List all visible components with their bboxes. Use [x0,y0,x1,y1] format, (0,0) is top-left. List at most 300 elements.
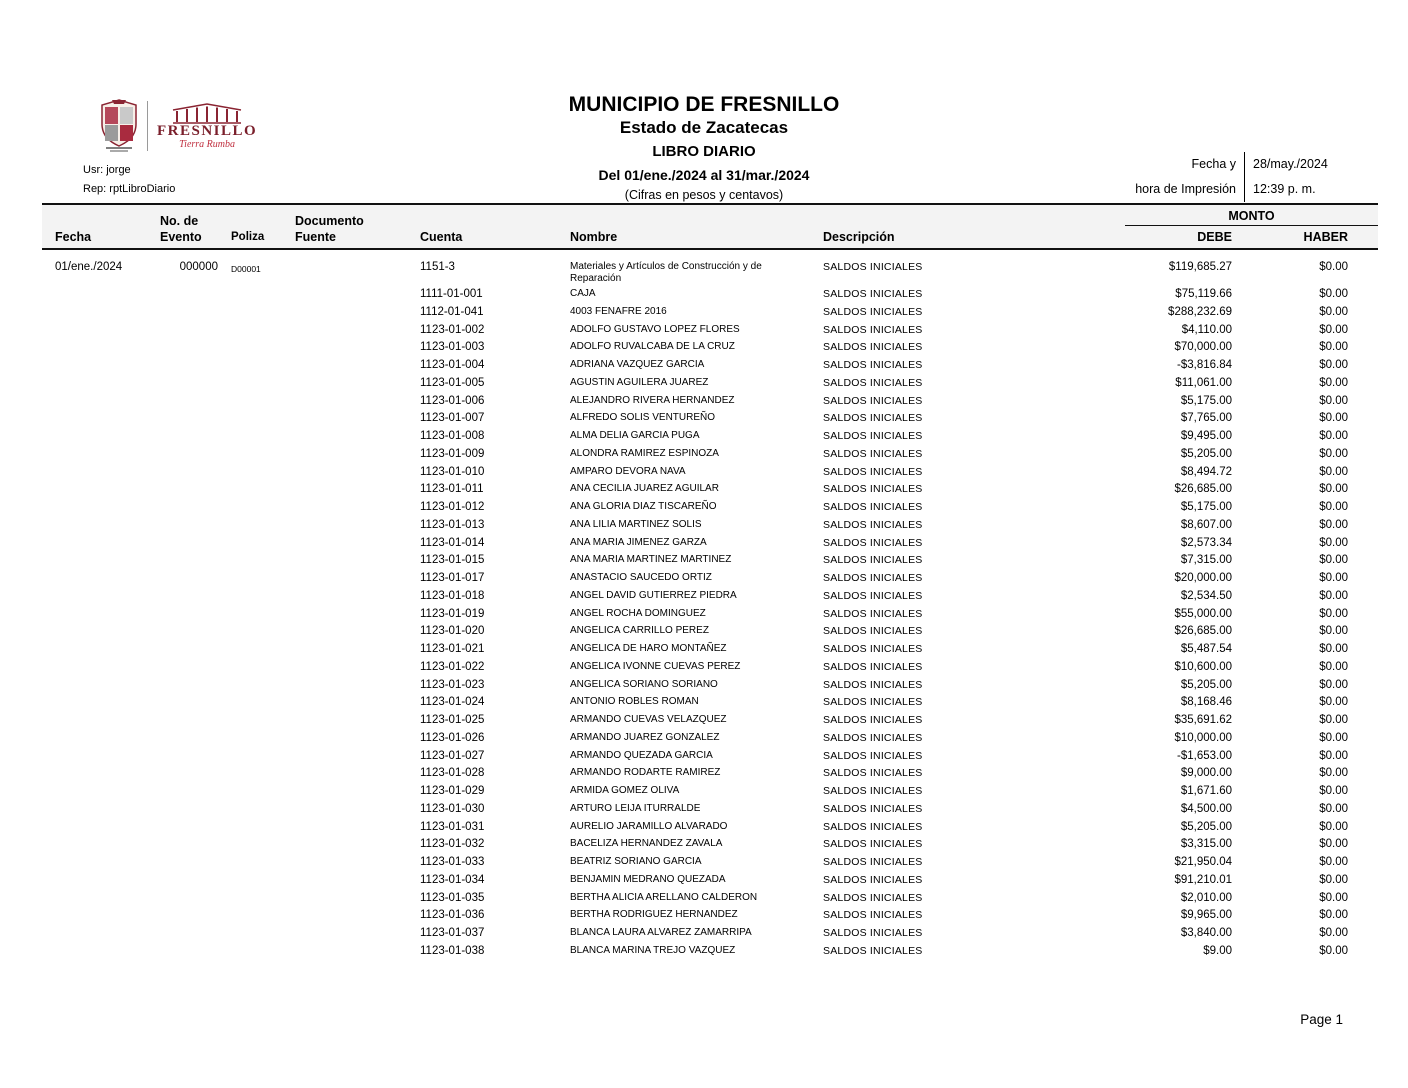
cell-debe: $21,950.04 [1174,856,1232,868]
cell-documento [290,534,415,537]
cell-debe: $9,495.00 [1180,430,1232,442]
cell-evento [155,747,225,750]
cell-descripcion: SALDOS INICIALES [823,465,923,478]
cell-documento [290,729,415,732]
cell-documento [290,409,415,412]
table-row [42,676,1378,694]
table-row [42,835,1378,853]
cell-poliza [225,942,290,947]
cell-descripcion: SALDOS INICIALES [823,714,923,726]
table-row [42,818,1378,836]
cell-evento: 000000 [179,261,218,273]
print-time-label: hora de Impresión [1135,182,1236,196]
cell-haber: $0.00 [1319,891,1348,904]
table-row [42,782,1378,800]
col-header-nombre: Nombre [570,230,618,244]
cell-debe: $8,494.72 [1180,465,1232,478]
cell-poliza [225,835,290,840]
cell-nombre: ANA MARIA MARTINEZ MARTINEZ [570,554,732,566]
table-row [42,409,1378,427]
cell-descripcion: SALDOS INICIALES [823,785,923,797]
cell-descripcion: SALDOS INICIALES [823,501,923,513]
cell-haber: $0.00 [1319,944,1348,957]
cell-fecha [42,924,155,927]
cell-debe: $4,110.00 [1181,323,1232,336]
cell-cuenta: 1123-01-020 [420,625,485,638]
col-header-debe: DEBE [1197,230,1232,244]
cell-debe: $288,232.69 [1168,305,1232,318]
cell-descripcion: SALDOS INICIALES [823,820,923,833]
cell-cuenta: 1123-01-002 [420,323,485,336]
table-row [42,392,1378,410]
fresnillo-logo [98,96,257,156]
state-subtitle: Estado de Zacatecas [619,118,789,137]
cell-nombre: Materiales y Artículos de Construcción y de Reparación [570,261,762,284]
cell-fecha [42,427,155,430]
cell-poliza [225,764,290,769]
cell-debe: $3,315.00 [1180,838,1232,851]
cell-debe: $5,175.00 [1180,501,1232,513]
user-label: Usr: jorge [83,164,131,176]
table-row [42,498,1378,516]
cell-nombre: ANGELICA SORIANO SORIANO [570,678,718,690]
cell-cuenta: 1123-01-034 [420,873,485,886]
cell-documento [290,303,415,306]
cell-evento [155,871,225,874]
cell-cuenta: 1123-01-038 [420,944,485,957]
cell-debe: $11,061.00 [1175,376,1232,389]
cell-cuenta: 1123-01-003 [420,341,485,354]
table-row [42,534,1378,552]
cell-evento [155,711,225,714]
page-number: Page 1 [1300,1012,1343,1027]
cell-documento [290,427,415,430]
cell-documento [290,676,415,679]
cell-evento [155,640,225,643]
cell-debe: $55,000.00 [1174,607,1232,620]
cell-evento [155,445,225,448]
cell-nombre: BLANCA LAURA ALVAREZ ZAMARRIPA [570,927,752,938]
cell-nombre: ANA CECILIA JUAREZ AGUILAR [570,483,719,495]
col-header-evento [155,213,225,250]
cell-poliza [225,818,290,823]
cell-poliza [225,800,290,805]
cell-debe: $5,205.00 [1180,820,1232,833]
cell-cuenta: 1123-01-028 [420,767,485,780]
cell-documento [290,374,415,377]
table-row [42,942,1378,960]
cell-documento [290,605,415,608]
cell-descripcion: SALDOS INICIALES [823,261,923,273]
cell-evento [155,392,225,395]
cell-cuenta: 1123-01-023 [420,678,485,691]
cell-evento [155,551,225,554]
cell-haber: $0.00 [1319,927,1348,939]
cell-poliza [225,551,290,556]
cell-poliza [225,392,290,397]
table-row [42,285,1378,303]
cell-documento [290,622,415,625]
cell-evento [155,463,225,466]
cell-fecha [42,622,155,625]
cell-haber: $0.00 [1319,643,1348,655]
cell-debe: $119,685.27 [1168,261,1232,273]
cell-haber: $0.00 [1319,749,1348,762]
cell-documento [290,924,415,927]
cell-nombre: ARMANDO RODARTE RAMIREZ [570,767,721,779]
cell-cuenta: 1123-01-037 [420,927,485,939]
cell-haber: $0.00 [1319,465,1348,478]
cell-poliza [225,427,290,432]
cell-evento [155,782,225,785]
cell-evento [155,303,225,306]
report-title-block [354,93,1054,202]
table-row [42,516,1378,534]
cell-evento [155,658,225,661]
cell-evento [155,427,225,430]
ledger-table [42,203,1378,960]
cell-nombre: BACELIZA HERNANDEZ ZAVALA [570,838,723,850]
cell-debe: $9,000.00 [1180,767,1232,780]
cell-poliza [225,622,290,627]
cell-haber: $0.00 [1319,394,1348,407]
building-icon [171,102,243,124]
cell-nombre: ARMANDO CUEVAS VELAZQUEZ [570,714,727,725]
cell-nombre: ANA MARIA JIMENEZ GARZA [570,536,707,548]
cell-fecha [42,764,155,767]
cell-nombre: ANGEL DAVID GUTIERREZ PIEDRA [570,589,737,601]
col-header-descripcion: Descripción [823,230,895,244]
cell-descripcion: SALDOS INICIALES [823,572,923,584]
cell-poliza [225,534,290,539]
cell-descripcion: SALDOS INICIALES [823,749,923,762]
table-row [42,889,1378,907]
cell-nombre: ANA GLORIA DIAZ TISCAREÑO [570,501,717,512]
cell-poliza [225,569,290,574]
municipality-title: MUNICIPIO DE FRESNILLO [568,93,840,116]
cell-evento [155,818,225,821]
cell-documento [290,835,415,838]
cell-debe: $5,487.54 [1180,643,1232,655]
cell-haber: $0.00 [1319,341,1348,354]
cell-poliza [225,640,290,645]
cell-evento [155,622,225,625]
cell-nombre: ANGEL ROCHA DOMINGUEZ [570,607,706,619]
cell-poliza [225,782,290,787]
cell-evento [155,374,225,377]
cell-poliza [225,658,290,663]
cell-fecha [42,285,155,288]
cell-haber: $0.00 [1319,447,1348,460]
cell-poliza: D00001 [231,264,261,274]
cell-haber: $0.00 [1319,607,1348,620]
cell-poliza [225,747,290,752]
logo-wordmark: FRESNILLO [157,123,258,139]
cell-haber: $0.00 [1319,696,1348,709]
cell-nombre: ALFREDO SOLIS VENTUREÑO [570,412,716,424]
cell-haber: $0.00 [1319,572,1348,584]
cell-descripcion: SALDOS INICIALES [823,341,923,354]
cell-descripcion: SALDOS INICIALES [823,696,923,709]
cell-descripcion: SALDOS INICIALES [823,554,923,567]
cell-fecha [42,853,155,856]
cell-descripcion: SALDOS INICIALES [823,731,923,744]
cell-nombre: ANGELICA DE HARO MONTAÑEZ [570,643,727,654]
cell-debe: -$1,653.00 [1177,749,1232,762]
cell-cuenta: 1123-01-010 [420,465,485,478]
cell-cuenta: 1123-01-032 [420,838,485,851]
cell-fecha [42,800,155,803]
col-header-cuenta: Cuenta [420,230,463,244]
cell-nombre: ANGELICA IVONNE CUEVAS PEREZ [570,660,741,672]
cell-cuenta: 1123-01-015 [420,554,485,567]
cell-haber: $0.00 [1319,536,1348,549]
user-info [83,161,175,199]
cell-fecha [42,569,155,572]
cell-descripcion: SALDOS INICIALES [823,873,923,886]
table-row [42,729,1378,747]
cell-evento [155,605,225,608]
cell-documento [290,747,415,750]
cell-evento [155,800,225,803]
cell-descripcion: SALDOS INICIALES [823,359,923,371]
cell-debe: $5,175.00 [1180,394,1232,407]
cell-cuenta: 1123-01-013 [420,518,485,531]
cell-fecha [42,782,155,785]
cell-evento [155,676,225,679]
cell-haber: $0.00 [1319,288,1348,300]
cell-nombre: CAJA [570,288,596,299]
cell-documento [290,285,415,288]
cell-fecha [42,871,155,874]
cell-nombre: ANASTACIO SAUCEDO ORTIZ [570,572,712,583]
cell-haber: $0.00 [1319,802,1348,815]
cell-nombre: ARTURO LEIJA ITURRALDE [570,802,701,814]
cell-cuenta: 1123-01-017 [420,572,485,584]
cell-cuenta: 1123-01-029 [420,785,485,797]
cell-descripcion: SALDOS INICIALES [823,660,923,673]
cell-haber: $0.00 [1319,909,1348,922]
cell-haber: $0.00 [1319,305,1348,318]
cell-nombre: AURELIO JARAMILLO ALVARADO [570,820,728,832]
table-row [42,764,1378,782]
cell-haber: $0.00 [1319,589,1348,602]
cell-descripcion: SALDOS INICIALES [823,589,923,602]
table-row [42,906,1378,924]
cell-descripcion: SALDOS INICIALES [823,288,923,300]
cell-fecha [42,516,155,519]
print-info [1135,152,1330,202]
print-info-values [1244,152,1330,202]
cell-evento [155,409,225,412]
col-header-documento-line1: Documento [295,214,364,228]
cell-fecha [42,303,155,306]
cell-fecha [42,321,155,324]
cell-poliza [225,853,290,858]
cell-documento [290,392,415,395]
cell-haber: $0.00 [1319,820,1348,833]
cell-descripcion: SALDOS INICIALES [823,802,923,815]
table-row [42,303,1378,321]
cell-cuenta: 1123-01-008 [420,430,485,442]
cell-descripcion: SALDOS INICIALES [823,678,923,691]
table-row [42,356,1378,374]
cell-descripcion: SALDOS INICIALES [823,838,923,851]
table-row [42,871,1378,889]
cell-evento [155,924,225,927]
cell-fecha [42,693,155,696]
cell-debe: $2,534.50 [1180,589,1232,602]
table-row [42,427,1378,445]
cell-poliza [225,871,290,876]
cell-fecha [42,605,155,608]
cell-evento [155,889,225,892]
cell-nombre: ARMIDA GOMEZ OLIVA [570,785,680,796]
cell-poliza [225,676,290,681]
report-name: LIBRO DIARIO [652,143,756,160]
cell-poliza [225,480,290,485]
cell-haber: $0.00 [1319,625,1348,638]
cell-poliza [225,729,290,734]
cell-descripcion: SALDOS INICIALES [823,856,923,868]
cell-haber: $0.00 [1319,359,1348,371]
cell-haber: $0.00 [1319,785,1348,797]
cell-documento [290,445,415,448]
cell-fecha [42,463,155,466]
cell-debe: $10,600.00 [1174,660,1232,673]
cell-fecha [42,747,155,750]
cell-fecha [42,906,155,909]
cell-fecha [42,338,155,341]
cell-nombre: ALMA DELIA GARCIA PUGA [570,430,700,441]
cell-documento [290,942,415,945]
cell-fecha [42,356,155,359]
cell-debe: $10,000.00 [1174,731,1232,744]
cell-fecha [42,942,155,945]
cell-cuenta: 1123-01-025 [420,714,485,726]
cell-poliza [225,711,290,716]
cell-poliza [225,303,290,308]
cell-poliza [225,516,290,521]
cell-evento [155,356,225,359]
table-row [42,658,1378,676]
cell-cuenta: 1123-01-021 [420,643,485,655]
cell-poliza [225,409,290,414]
cell-evento [155,853,225,856]
report-label: Rep: rptLibroDiario [83,183,176,195]
col-header-fecha: Fecha [55,230,92,244]
cell-fecha [42,498,155,501]
table-row [42,800,1378,818]
cell-haber: $0.00 [1319,412,1348,425]
cell-evento [155,285,225,288]
cell-documento [290,818,415,821]
cell-poliza [225,356,290,361]
cell-descripcion: SALDOS INICIALES [823,927,923,939]
cell-documento [290,569,415,572]
cell-cuenta: 1112-01-041 [420,305,484,318]
cell-documento [290,871,415,874]
table-header [42,203,1378,250]
table-row [42,480,1378,498]
cell-documento [290,889,415,892]
table-row [42,747,1378,765]
cell-documento [290,498,415,501]
cell-debe: $5,205.00 [1180,678,1232,691]
cell-cuenta: 1123-01-022 [420,660,485,673]
cell-documento [290,480,415,483]
cell-fecha [42,658,155,661]
cell-evento [155,516,225,519]
cell-haber: $0.00 [1319,501,1348,513]
cell-evento [155,498,225,501]
cell-nombre: ANA LILIA MARTINEZ SOLIS [570,518,702,530]
cell-haber: $0.00 [1319,767,1348,780]
cell-cuenta: 1123-01-026 [420,731,485,744]
cell-nombre: ARMANDO QUEZADA GARCIA [570,749,713,761]
cell-cuenta: 1123-01-035 [420,891,485,904]
print-date-value: 28/may./2024 [1253,157,1328,171]
table-row [42,924,1378,942]
cell-debe: $75,119.66 [1175,288,1232,300]
cell-fecha [42,587,155,590]
cell-haber: $0.00 [1319,483,1348,496]
cell-descripcion: SALDOS INICIALES [823,483,923,496]
cell-documento [290,338,415,341]
cell-nombre: AMPARO DEVORA NAVA [570,465,686,477]
cell-fecha [42,480,155,483]
col-header-monto: MONTO [1125,205,1378,226]
cell-descripcion: SALDOS INICIALES [823,323,923,336]
cell-evento [155,480,225,483]
cell-evento [155,569,225,572]
cell-documento [290,906,415,909]
cell-debe: $20,000.00 [1174,572,1232,584]
cell-haber: $0.00 [1319,323,1348,336]
cell-evento [155,321,225,324]
cell-fecha [42,640,155,643]
cell-nombre: BEATRIZ SORIANO GARCIA [570,856,702,867]
cell-cuenta: 1123-01-006 [420,394,485,407]
cell-documento [290,463,415,466]
table-body [42,250,1378,960]
cell-cuenta: 1123-01-024 [420,696,485,709]
cell-cuenta: 1123-01-036 [420,909,485,922]
cell-debe: $7,315.00 [1180,554,1232,567]
cell-nombre: ADOLFO GUSTAVO LOPEZ FLORES [570,323,740,335]
cell-cuenta: 1123-01-012 [420,501,485,513]
print-time-value: 12:39 p. m. [1253,182,1316,196]
cell-documento [290,551,415,554]
cell-cuenta: 1123-01-030 [420,802,485,815]
cell-documento [290,800,415,803]
cell-cuenta: 1123-01-007 [420,412,485,425]
cell-cuenta: 1123-01-018 [420,589,485,602]
cell-poliza [225,889,290,894]
cell-fecha [42,835,155,838]
cell-poliza [225,693,290,698]
cell-nombre: ALONDRA RAMIREZ ESPINOZA [570,447,719,459]
cell-evento [155,906,225,909]
table-row [42,258,1378,285]
cell-nombre: 4003 FENAFRE 2016 [570,305,667,317]
cell-haber: $0.00 [1319,261,1348,273]
table-row [42,640,1378,658]
table-row [42,374,1378,392]
cell-debe: $5,205.00 [1180,447,1232,460]
cell-nombre: ANGELICA CARRILLO PEREZ [570,625,709,637]
cell-debe: $70,000.00 [1174,341,1232,354]
